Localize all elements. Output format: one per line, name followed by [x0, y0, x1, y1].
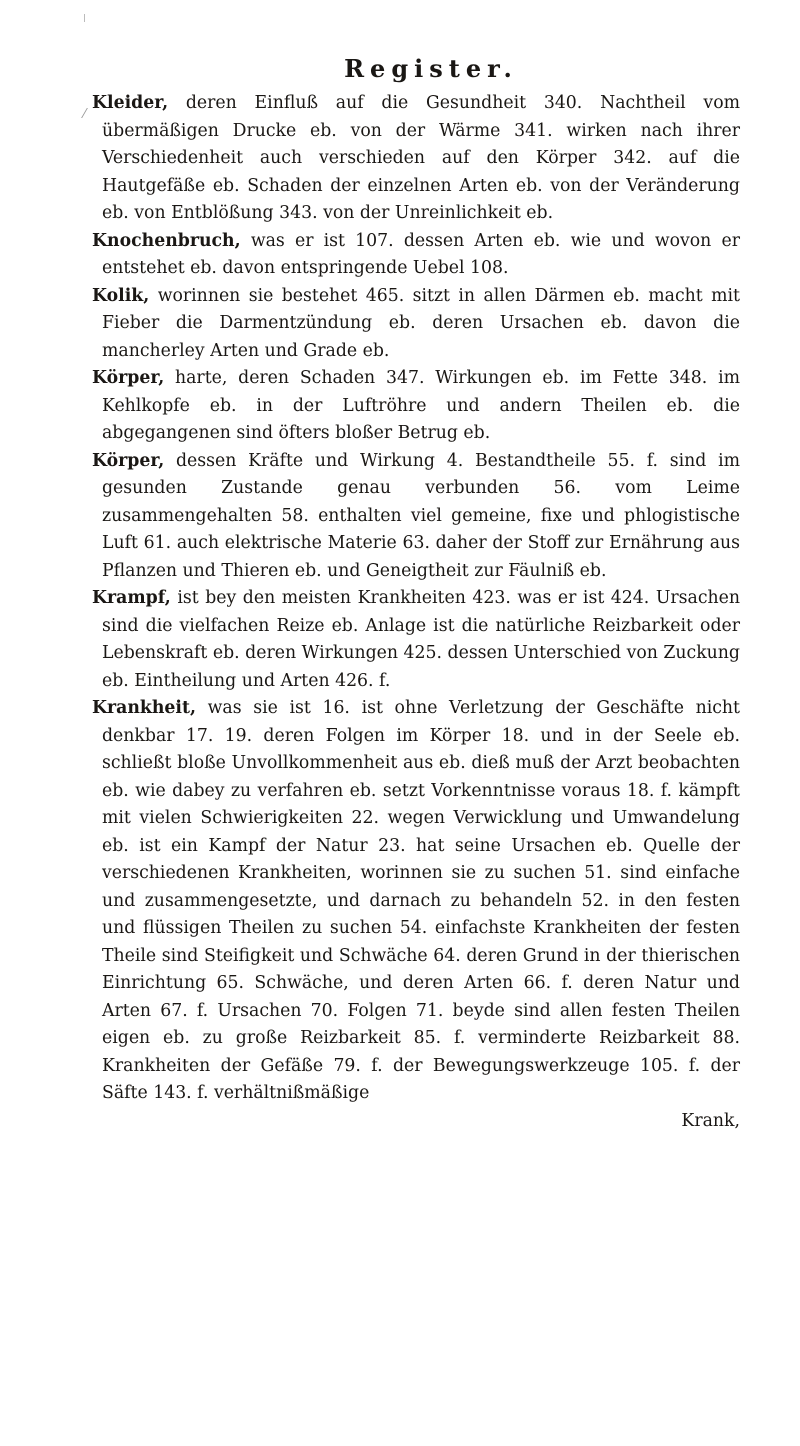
index-term: Kolik, — [92, 285, 150, 306]
index-entry — [92, 365, 740, 448]
index-term: Kleider, — [92, 93, 169, 113]
index-text: deren Einfluß auf die Gesundheit 340. Nachtheil vom übermäßigen Drucke eb. von der Wärme 341. wirken nach ihrer Verschiedenheit auch verschieden auf den Körper 342. auf die Hautgefäße eb. Schaden der einzelnen Arten eb. von der Veränderung eb. von Entblößung 343. von der Unreinlichkeit eb. — [102, 93, 740, 223]
index-entry — [92, 695, 740, 1108]
index-term: Körper, — [92, 368, 165, 388]
index-text: was sie ist 16. ist ohne Verletzung der Geschäfte nicht denkbar 17. 19. deren Folgen im Körper 18. und in der Seele eb. schließt bloße Unvollkommenheit aus eb. dieß muß der Arzt beobachten eb. wie dabey zu verfahren eb. setzt Vorkenntnisse voraus 18. f. kämpft mit vielen Schwierigkeiten 22. wegen Verwicklung und Umwandelung eb. ist ein Kampf der Natur 23. hat seine Ursachen eb. Quelle der verschiedenen Krankheiten, worinnen sie zu suchen 51. sind einfache und zusammengesetzte, und darnach zu behandeln 52. in den festen und flüssigen Theilen zu suchen 54. einfachste Krankheiten der festen Theile sind Steifigkeit und Schwäche 64. deren Grund in der thierischen Einrichtung 65. Schwäche, und deren Arten 66. f. deren Natur und Arten 67. f. Ursachen 70. Folgen 71. beyde sind allen festen Theilen eigen eb. zu große Reizbarkeit 85. f. verminderte Reizbarkeit 88. Krankheiten der Gefäße 79. f. der Bewegungswerkzeuge 105. f. der Säfte 143. f. verhältnißmäßige — [102, 698, 741, 1103]
index-entry — [92, 585, 740, 695]
index-entry — [92, 448, 740, 586]
index-entry — [92, 283, 740, 366]
index-entry — [92, 90, 740, 228]
index-text: dessen Kräfte und Wirkung 4. Bestandtheile 55. f. sind im gesunden Zustande genau verbunden 56. vom Leime zusammengehalten 58. enthalten viel gemeine, fixe und phlogistische Luft 61. auch elektrische Materie 63. daher der Stoff zur Ernährung aus Pflanzen und Thieren eb. und Geneigtheit zur Fäulniß eb. — [102, 450, 740, 581]
index-text: was er ist 107. dessen Arten eb. wie und wovon er entstehet eb. davon entspringende Uebel 108. — [102, 230, 740, 278]
index-entry — [92, 228, 740, 283]
running-header: Register. — [344, 54, 518, 83]
index-term: Krampf, — [92, 588, 171, 608]
index-term: Körper, — [92, 450, 165, 471]
index-entries — [92, 90, 740, 1108]
index-term: Knochenbruch, — [92, 230, 241, 251]
page-edge-mark — [84, 14, 93, 22]
index-text: harte, deren Schaden 347. Wirkungen eb. im Fette 348. im Kehlkopfe eb. in der Luftröhre und andern Theilen eb. die abgegangenen sind öfters bloßer Betrug eb. — [102, 368, 740, 443]
index-text: worinnen sie bestehet 465. sitzt in allen Därmen eb. macht mit Fieber die Darmentzündung eb. deren Ursachen eb. davon die mancherley Arten und Grade eb. — [102, 285, 740, 361]
catchword: Krank, — [681, 1110, 740, 1131]
index-term: Krankheit, — [92, 698, 196, 718]
index-text: ist bey den meisten Krankheiten 423. was er ist 424. Ursachen sind die vielfachen Reize eb. Anlage ist die natürliche Reizbarkeit oder Lebenskraft eb. deren Wirkungen 425. dessen Unterschied von Zuckung eb. Eintheilung und Arten 426. f. — [102, 588, 740, 691]
